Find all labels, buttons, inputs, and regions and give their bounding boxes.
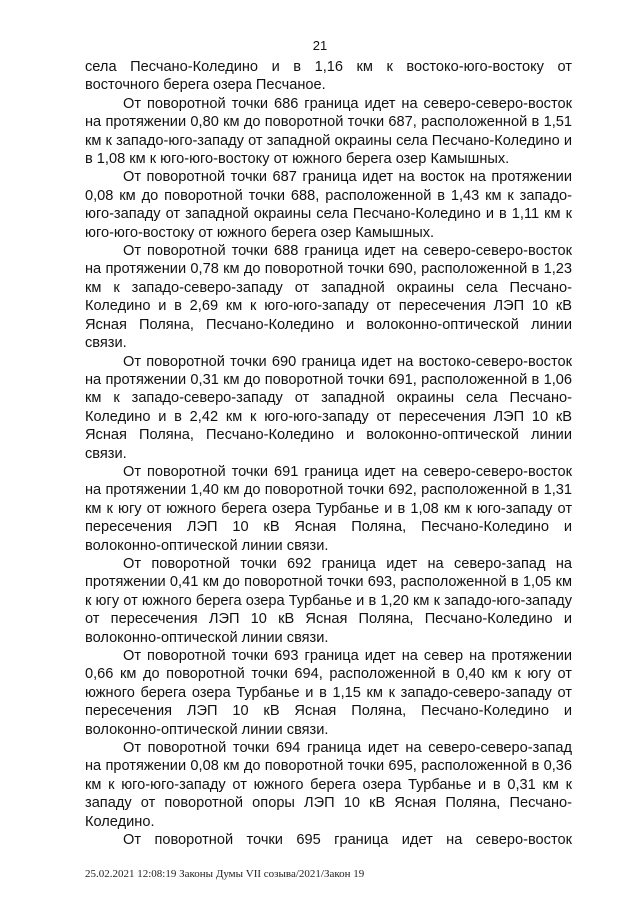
paragraph: От поворотной точки 694 граница идет на северо-северо-запад на протяжении 0,08 км до поворотной точки 695, расположенной в 0,36 км к юго-юго-западу от южного берега озера Турбанье и в 0,31 км к западу от поворотной опоры ЛЭП 10 кВ Ясная Поляна, Песчано-Коледино. xyxy=(85,740,572,830)
paragraph: От поворотной точки 690 граница идет на востоко-северо-восток на протяжении 0,31 км до поворотной точки 691, расположенной в 1,06 км к западо-северо-западу от западной окраины села Песчано-Коледино и в 2,42 км к юго-юго-западу от пересечения ЛЭП 10 кВ Ясная Поляна, Песчано-Коледино и волоконно-оптической линии связи. xyxy=(85,353,572,462)
paragraph: От поворотной точки 692 граница идет на северо-запад на протяжении 0,41 км до поворотной точки 693, расположенной в 1,05 км к югу от южного берега озера Турбанье и в 1,20 км к западо-юго-западу от пересечения ЛЭП 10 кВ Ясная Поляна, Песчано-Коледино и волоконно-оптической линии связи. xyxy=(85,555,572,646)
page-number: 21 xyxy=(312,38,328,53)
paragraph: От поворотной точки 688 граница идет на северо-северо-восток на протяжении 0,78 км до поворотной точки 690, расположенной в 1,23 км к западо-северо-западу от западной окраины села Песчано-Коледино и в 2,69 км к юго-юго-западу от пересечения ЛЭП 10 кВ Ясная Поляна, Песчано-Коледино и волоконно-оптической линии связи. xyxy=(85,243,572,352)
paragraph: От поворотной точки 686 граница идет на северо-северо-восток на протяжении 0,80 км до поворотной точки 687, расположенной в 1,51 км к западо-юго-западу от западной окраины села Песчано-Коледино и в 1,08 км к юго-юго-востоку от южного берега озер Камышных. xyxy=(85,95,572,168)
paragraph: От поворотной точки 691 граница идет на северо-северо-восток на протяжении 1,40 км до поворотной точки 692, расположенной в 1,31 км к югу от южного берега озера Турбанье и в 1,08 км к юго-западу от пересечения ЛЭП 10 кВ Ясная Поляна, Песчано-Коледино и волоконно-оптической линии связи. xyxy=(85,463,572,554)
paragraph: От поворотной точки 695 граница идет на северо-восток xyxy=(123,832,572,849)
paragraph: села Песчано-Коледино и в 1,16 км к востоко-юго-востоку от восточного берега озера Песчаное. xyxy=(85,59,572,94)
paragraph: От поворотной точки 693 граница идет на север на протяжении 0,66 км до поворотной точки 694, расположенной в 0,40 км к югу от южного берега озера Турбанье и в 1,15 км к западо-северо-западу от пересечения ЛЭП 10 кВ Ясная Поляна, Песчано-Коледино и волоконно-оптической линии связи. xyxy=(85,648,572,738)
paragraph: От поворотной точки 687 граница идет на восток на протяжении 0,08 км до поворотной точки 688, расположенной в 1,43 км к западо-юго-западу от западной окраины села Песчано-Коледино и в 1,11 км к юго-юго-востоку от южного берега озер Камышных. xyxy=(85,169,572,241)
document-body xyxy=(85,58,572,849)
document-footer: 25.02.2021 12:08:19 Законы Думы VII созыва/2021/Закон 19 xyxy=(85,868,365,880)
